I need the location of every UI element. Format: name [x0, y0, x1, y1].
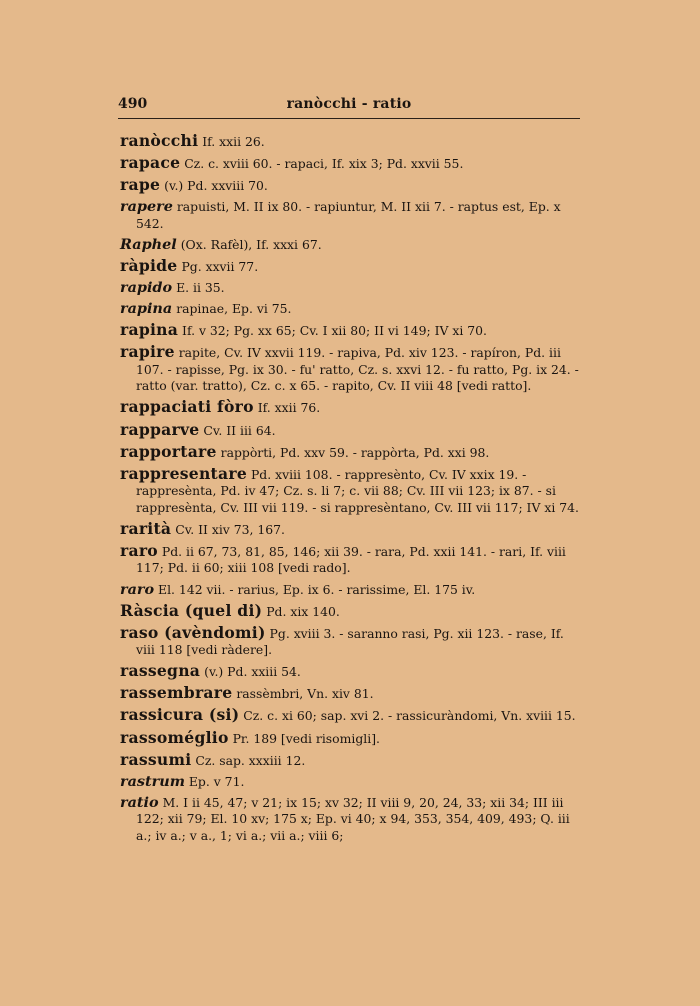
- dictionary-entry: [120, 795, 582, 845]
- dictionary-entry: [120, 155, 582, 173]
- page-number: 490: [118, 96, 148, 112]
- entry-headword: rapportare: [120, 441, 217, 461]
- entry-headword: rape: [120, 175, 161, 195]
- dictionary-entry: [120, 133, 582, 151]
- entry-text: Cv. II xiv 73, 167.: [175, 521, 285, 537]
- entry-text: rapuisti, M. II ix 80. - rapiuntur, M. II xii 7. - raptus est, Ep. x 542.: [136, 199, 561, 231]
- entry-text: (v.) Pd. xxiii 54.: [204, 664, 301, 680]
- entry-text: rapite, Cv. IV xxvii 119. - rapiva, Pd. xiv 123. - rapíron, Pd. iii 107. - rapisse, Pg. ix 30. - fu' ratto, Cz. s. xxvi 12. - fu ratto, Pg. ix 24. - ratto (var. tratto), Cz. c. x 65. - rapito, Cv. II viii 48 [vedi ratto].: [136, 345, 579, 394]
- entry-text: Cv. II iii 64.: [203, 422, 276, 438]
- dictionary-entry: [120, 199, 582, 232]
- entry-text: Pd. ii 67, 73, 81, 85, 146; xii 39. - rara, Pd. xxii 141. - rari, If. viii 117; Pd. ii 60; xiii 108 [vedi rado].: [136, 543, 566, 576]
- dictionary-entry: [120, 344, 582, 395]
- entry-headword: rarità: [120, 518, 172, 538]
- entry-headword: rappaciati fòro: [120, 397, 254, 417]
- entry-text: rapinae, Ep. vi 75.: [176, 301, 292, 317]
- entry-headword: Raphel: [120, 235, 177, 253]
- entry-text: Pg. xxvii 77.: [181, 258, 259, 274]
- entry-text: M. I ii 45, 47; v 21; ix 15; xv 32; II viii 9, 20, 24, 33; xii 34; III iii 122; xii 79; El. 10 xv; 175 x; Ep. vi 40; x 94, 353, 354, 409, 493; Q. iii a.; iv a.; v a., 1; vi a.; vii a.; viii 6;: [136, 794, 570, 843]
- entry-text: Cz. c. xviii 60. - rapaci, If. xix 3; Pd. xxvii 55.: [184, 156, 464, 172]
- entry-text: Pr. 189 [vedi risomigli].: [232, 730, 380, 746]
- dictionary-entry: [120, 280, 582, 297]
- entry-headword: rassembrare: [120, 683, 233, 703]
- entry-headword: rapere: [120, 198, 173, 216]
- entry-text: (v.) Pd. xxviii 70.: [164, 178, 268, 194]
- entry-headword: ràpide: [120, 255, 178, 275]
- dictionary-entry: [120, 463, 582, 517]
- entry-headword: rassumi: [120, 749, 192, 769]
- entry-headword: rapina: [120, 300, 173, 318]
- entry-headword: rassoméglio: [120, 727, 229, 747]
- dictionary-entry: [120, 441, 582, 462]
- entry-headword: rapace: [120, 153, 181, 173]
- dictionary-entry: [120, 707, 582, 725]
- dictionary-entry: [120, 177, 582, 195]
- dictionary-entry: [120, 322, 582, 340]
- entry-headword: rappresentare: [120, 463, 247, 483]
- dictionary-entry: [120, 255, 582, 276]
- entry-headword: rapire: [120, 342, 175, 362]
- entry-text: E. ii 35.: [176, 280, 225, 296]
- dictionary-entry: [120, 301, 582, 318]
- entry-headword: rassicura (si): [120, 705, 240, 725]
- entry-text: (Ox. Rafèl), If. xxxi 67.: [180, 236, 322, 252]
- dictionary-entry: [120, 622, 582, 659]
- dictionary-entry: [120, 518, 582, 539]
- dictionary-entry: [120, 749, 582, 770]
- entry-text: If. v 32; Pg. xx 65; Cv. I xii 80; II vi 149; IV xi 70.: [182, 323, 487, 339]
- entry-headword: ranòcchi: [120, 131, 199, 150]
- dictionary-entry: [120, 774, 582, 791]
- dictionary-entry: [120, 582, 582, 599]
- entry-text: Pg. xviii 3. - saranno rasi, Pg. xii 123. - rase, If. viii 118 [vedi ràdere].: [136, 625, 564, 658]
- entry-text: Pd. xix 140.: [266, 603, 340, 619]
- entry-text: Pd. xviii 108. - rappresènto, Cv. IV xxix 19. - rappresènta, Pd. iv 47; Cz. s. li 7; c. vii 88; Cv. III vii 123; ix 87. - si rappresènta, Cv. III vii 119. - si rappresèntano, Cv. III vii 117; IV xi 74.: [136, 466, 579, 515]
- dictionary-entry: [120, 540, 582, 577]
- dictionary-entry: [120, 600, 582, 621]
- entry-text: If. xxii 76.: [257, 400, 321, 416]
- entry-headword: rapido: [120, 279, 173, 297]
- entry-text: Ep. v 71.: [188, 773, 245, 789]
- running-title: ranòcchi - ratio: [286, 96, 412, 112]
- entry-headword: rapina: [120, 320, 179, 340]
- entry-headword: rassegna: [120, 661, 201, 681]
- entry-text: rassèmbri, Vn. xiv 81.: [236, 686, 374, 702]
- entry-headword: rapparve: [120, 419, 200, 439]
- entry-headword: raso (avèndomi): [120, 622, 266, 642]
- dictionary-entry: [120, 663, 582, 681]
- dictionary-entry: [120, 399, 582, 417]
- entry-headword: Ràscia (quel di): [120, 600, 263, 620]
- entry-text: Cz. sap. xxxiii 12.: [195, 752, 306, 768]
- entry-headword: raro: [120, 580, 155, 598]
- dictionary-entry: [120, 685, 582, 703]
- entry-headword: ratio: [120, 793, 159, 811]
- header-rule: [118, 118, 580, 119]
- page-header: [118, 96, 580, 114]
- entry-headword: rastrum: [120, 772, 185, 790]
- entry-text: Cz. c. xi 60; sap. xvi 2. - rassicuràndomi, Vn. xviii 15.: [243, 708, 576, 724]
- dictionary-entry: [120, 237, 582, 254]
- entry-text: rappòrti, Pd. xxv 59. - rappòrta, Pd. xxi 98.: [220, 444, 490, 460]
- entry-headword: raro: [120, 540, 158, 560]
- entry-text: El. 142 vii. - rarius, Ep. ix 6. - rarissime, El. 175 iv.: [158, 581, 476, 597]
- entry-text: If. xxii 26.: [202, 134, 265, 149]
- dictionary-entry: [120, 419, 582, 440]
- dictionary-entries: [120, 133, 582, 849]
- dictionary-entry: [120, 727, 582, 748]
